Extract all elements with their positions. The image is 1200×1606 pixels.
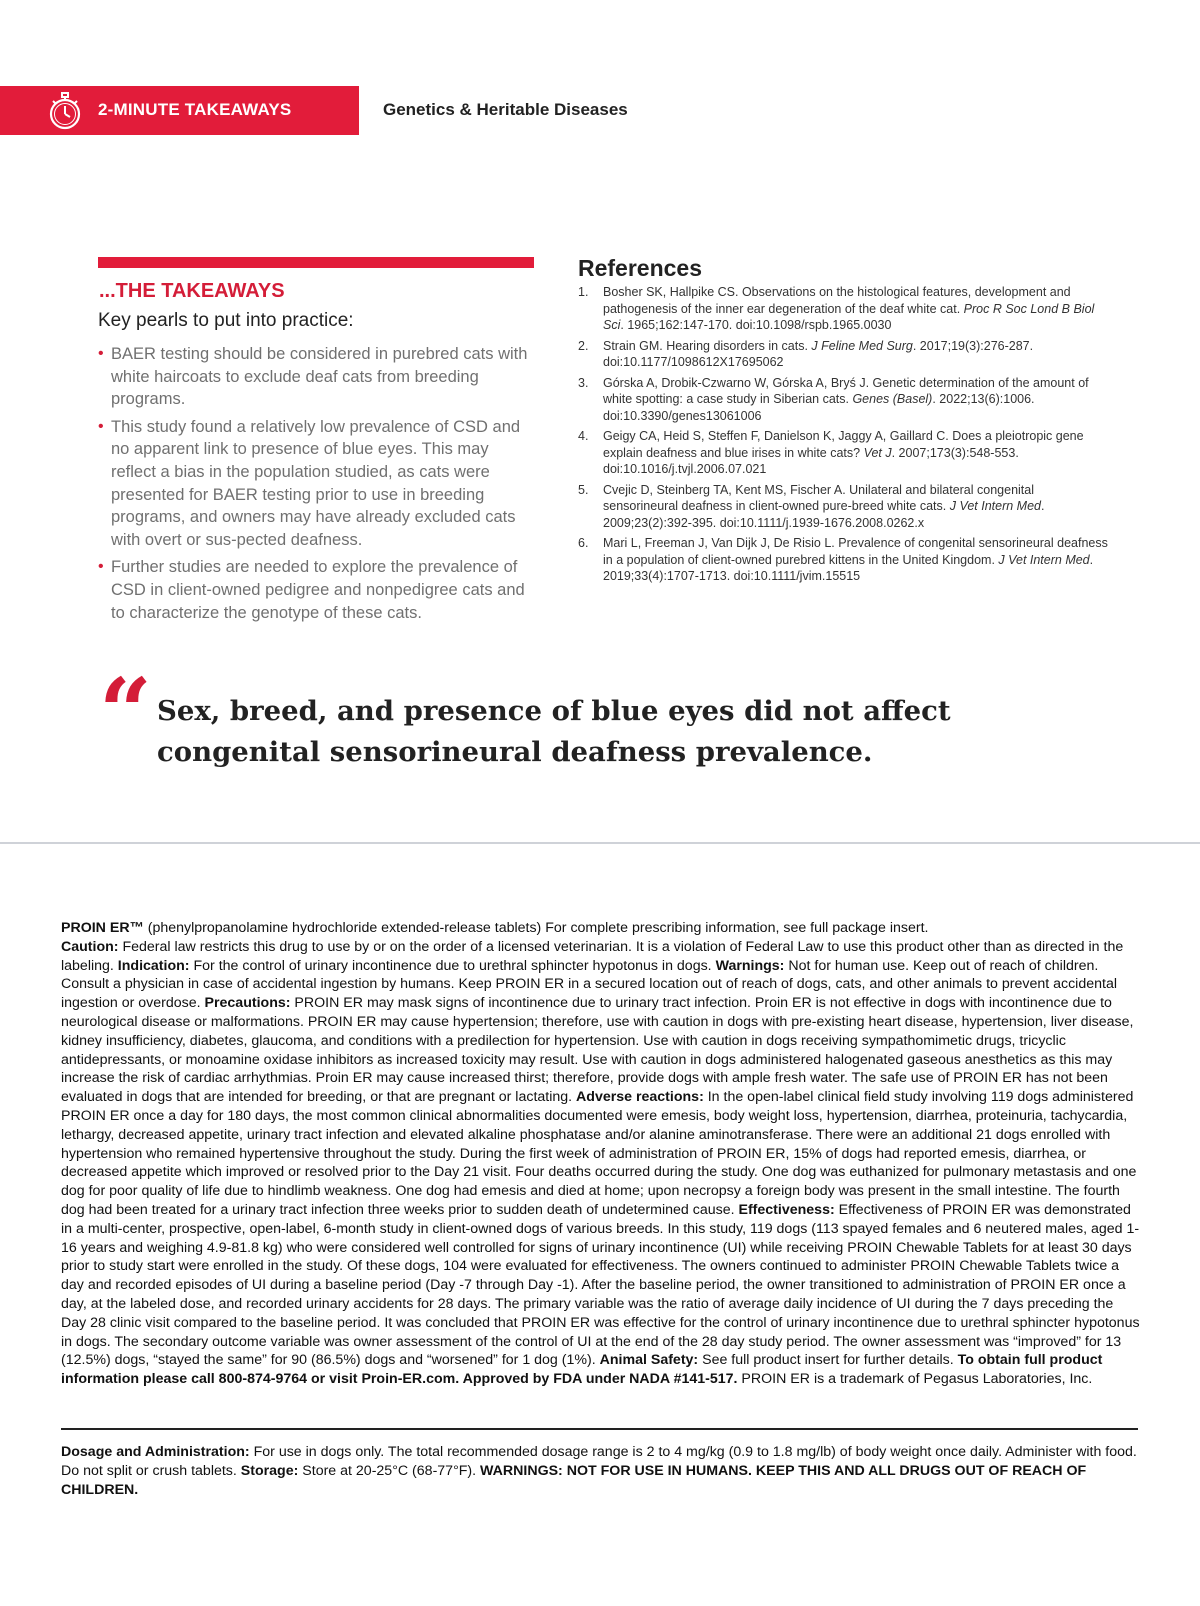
pi-effectiveness-label: Effectiveness:: [738, 1201, 835, 1218]
pi-safety-label: Animal Safety:: [599, 1352, 699, 1369]
pi-effectiveness: Effectiveness of PROIN ER was demonstrated in a multi-center, prospective, open-label, 6-month study in client-owned dogs of various breeds. In this study, 119 dogs (113 spayed females and 6 neutered males, aged 1-16 years and weighing 4.9-81.8 kg) who were considered well controlled for signs of urinary incontinence (UI) while receiving PROIN Chewable Tablets for at least 30 days prior to study start were enrolled in the study. Of these dogs, 104 were evaluated for effectiveness. The owners continued to administer PROIN Chewable Tablets twice a day and recorded episodes of UI during a baseline period (Day -7 through Day -1). After the baseline period, the owner transitioned to administration of PROIN ER once a day, at the labeled dose, and recorded urinary accidents for 28 days. The primary variable was the ratio of average daily incidence of UI during the 7 days preceding the Day 28 clinic visit compared to the baseline period. It was concluded that PROIN ER was effective for the control of urinary incontinence due to urethral sphincter hypotonus in dogs. The secondary outcome variable was owner assessment of the control of UI at the end of the 28 day study period. The owner assessment was “improved” for 13 (12.5%) dogs, “stayed the same” for 90 (86.5%) dogs and “worsened” for 1 dog (1%).: [61, 1201, 1140, 1369]
reference-text: Geigy CA, Heid S, Steffen F, Danielson K, Jaggy A, Gaillard C. Does a pleiotropic gene explain deafness and blue irises in white cats?: [603, 429, 1084, 460]
header-section-title: Genetics & Heritable Diseases: [383, 100, 628, 119]
takeaway-item: • BAER testing should be considered in purebred cats with white haircoats to exclude deaf cats from breeding programs.: [98, 343, 538, 411]
reference-tail: . 2022;13(6):1006. doi:10.3390/genes13061006: [603, 392, 1035, 423]
reference-tail: . 2019;33(4):1707-1713. doi:10.1111/jvim.15515: [603, 552, 1094, 583]
pi-indication: For the control of urinary incontinence due to urethral sphincter hypotonus in dogs.: [189, 957, 716, 974]
reference-tail: . 2017;19(3):276-287. doi:10.1177/1098612X17695062: [603, 338, 1034, 369]
page-divider: [0, 842, 1200, 844]
pi-adverse: In the open-label clinical field study involving 119 dogs administered PROIN ER once a day for 180 days, the most common clinical abnormalities documented were emesis, body weight loss, hypertension, diarrhea, proteinuria, tachycardia, lethargy, decreased appetite, urinary tract infection and elevated alkaline phosphatase and/or alanine aminotransferase. There were an additional 21 dogs enrolled with hypertension who remained hypertensive throughout the study. During the first week of administration of PROIN ER, 15% of dogs had reported emesis, diarrhea, or decreased appetite which improved or resolved prior to the Day 21 visit. Four deaths occurred during the study. One dog was euthanized for pulmonary metastasis and one dog for poor quality of life due to hindlimb weakness. One dog had emesis and died at home; upon necropsy a foreign body was present in the small intestine. The fourth dog had been treated for a urinary tract infection three weeks prior to sudden death of undetermined cause.: [61, 1089, 1137, 1218]
reference-number: 6.: [578, 536, 589, 550]
reference-text: Bosher SK, Hallpike CS. Observations on the histological features, development and pathogenesis of the inner ear degeneration of the deaf white cat.: [603, 285, 1071, 316]
takeaways-title: ...THE TAKEAWAYS: [99, 280, 285, 302]
reference-item: [578, 284, 1108, 334]
reference-journal: J Vet Intern Med: [998, 552, 1090, 567]
pi-caution: Federal law restricts this drug to use by or on the order of a licensed veterinarian. It is a violation of Federal Law to use this product other than as directed in the labeling.: [61, 938, 1124, 974]
reference-journal: Proc R Soc Lond B Biol Sci: [603, 301, 1095, 332]
pi-intro: (phenylpropanolamine hydrochloride extended-release tablets) For complete prescribing information, see full package insert.: [143, 920, 929, 936]
pi-precautions: PROIN ER may mask signs of incontinence due to urinary tract infection. Proin ER is not effective in dogs with incontinence due to neurological disease or malformations. PROIN ER may cause hypertension; therefore, use with caution in dogs with pre-existing heart disease, hypertension, liver disease, kidney insufficiency, diabetes, glaucoma, and conditions with a predilection for hypertension. Use with caution in dogs receiving sympathomimetic drugs, tricyclic antidepressants, or monoamine oxidase inhibitors as increased toxicity may result. Use with caution in dogs administered halogenated gaseous anesthetics as this may increase the risk of cardiac arrhythmias. Proin ER may cause increased thirst; therefore, provide dogs with ample fresh water. The safe use of PROIN ER has not been evaluated in dogs that are intended for breeding, or that are pregnant or lactating.: [61, 995, 1134, 1106]
takeaways-accent-bar: [98, 257, 534, 268]
prescribing-info: [61, 919, 1141, 1389]
header-label: 2-MINUTE TAKEAWAYS: [98, 100, 292, 119]
pi-trademark: PROIN ER is a trademark of Pegasus Laboratories, Inc.: [737, 1371, 1093, 1388]
reference-text: Cvejic D, Steinberg TA, Kent MS, Fischer A. Unilateral and bilateral congenital sensorineural deafness in client-owned pure-breed white cats.: [603, 482, 1034, 513]
takeaways-subtitle: Key pearls to put into practice:: [98, 310, 354, 331]
pull-quote: Sex, breed, and presence of blue eyes did not affect congenital sensorineural deafness prevalence.: [157, 695, 951, 768]
reference-item: [578, 535, 1108, 585]
takeaway-item: • Further studies are needed to explore the prevalence of CSD in client-owned pedigree and nonpedigree cats and to characterize the genotype of these cats.: [98, 556, 538, 624]
pi-indication-label: Indication:: [117, 957, 190, 974]
pi-product-name: PROIN ER™: [61, 920, 144, 936]
references-title: References: [578, 255, 703, 281]
reference-tail: . 2007;173(3):548-553. doi:10.1016/j.tvjl.2006.07.021: [603, 445, 1019, 476]
reference-number: 4.: [578, 429, 589, 443]
pi-caution-label: Caution:: [61, 938, 119, 955]
reference-journal: J Vet Intern Med: [949, 499, 1041, 513]
storage-label: Storage:: [240, 1462, 299, 1479]
pi-contact: To obtain full product information please call 800-874-9764 or visit Proin-ER.com. Approved by FDA under NADA #141-517.: [61, 1352, 1103, 1388]
pi-adverse-label: Adverse reactions:: [576, 1089, 704, 1106]
reference-item: [578, 338, 1108, 371]
pi-warnings-label: Warnings:: [715, 957, 785, 974]
reference-journal: Genes (Basel): [852, 392, 933, 406]
pi-safety: See full product insert for further details.: [698, 1352, 958, 1369]
stopwatch-icon: [47, 92, 83, 130]
reference-number: 3.: [578, 375, 589, 390]
dosage-label: Dosage and Administration:: [61, 1444, 250, 1460]
reference-number: 2.: [578, 338, 589, 353]
reference-journal: J Feline Med Surg: [811, 338, 913, 353]
dosage-text: For use in dogs only. The total recommended dosage range is 2 to 4 mg/kg (0.9 to 1.8 mg/lb) of body weight once daily. Administer with food. Do not split or crush tablets.: [61, 1444, 1137, 1479]
quote-mark-icon: “: [99, 658, 152, 766]
reference-number: 5.: [578, 482, 589, 497]
reference-tail: . 2009;23(2):392-395. doi:10.1111/j.1939-1676.2008.0262.x: [603, 499, 1045, 530]
reference-item: [578, 375, 1108, 425]
pi-divider: [61, 1428, 1138, 1430]
reference-text: Górska A, Drobik-Czwarno W, Górska A, Bryś J. Genetic determination of the amount of white spotting: a case study in Siberian cats.: [603, 375, 1089, 406]
pi-warnings: Not for human use. Keep out of reach of children. Consult a physician in case of accidental ingestion by humans. Keep PROIN ER in a secured location out of reach of dogs, cats, and other animals to prevent accidental ingestion or overdose.: [61, 957, 1117, 1012]
pi-precautions-label: Precautions:: [204, 995, 291, 1012]
storage-text: Store at 20-25°C (68-77°F).: [298, 1462, 481, 1479]
reference-number: 1.: [578, 285, 589, 299]
dosage-info: [61, 1443, 1141, 1499]
takeaways-list: [98, 343, 538, 629]
reference-journal: Vet J: [863, 445, 892, 460]
takeaway-item: • This study found a relatively low prevalence of CSD and no apparent link to presence of blue eyes. This may reflect a bias in the population studied, as cats were presented for BAER testing prior to use in breeding programs, and owners may have already excluded cats with overt or sus-pected deafness.: [98, 416, 538, 552]
references-list: [578, 284, 1108, 589]
reference-item: [578, 482, 1108, 532]
reference-item: [578, 428, 1108, 478]
reference-tail: . 1965;162:147-170. doi:10.1098/rspb.1965.0030: [620, 318, 892, 332]
reference-text: Strain GM. Hearing disorders in cats.: [603, 338, 812, 353]
reference-text: Mari L, Freeman J, Van Dijk J, De Risio L. Prevalence of congenital sensorineural deafness in a population of client-owned purebred kittens in the United Kingdom.: [603, 536, 1108, 567]
dosage-warning: WARNINGS: NOT FOR USE IN HUMANS. KEEP THIS AND ALL DRUGS OUT OF REACH OF CHILDREN.: [61, 1462, 1087, 1498]
